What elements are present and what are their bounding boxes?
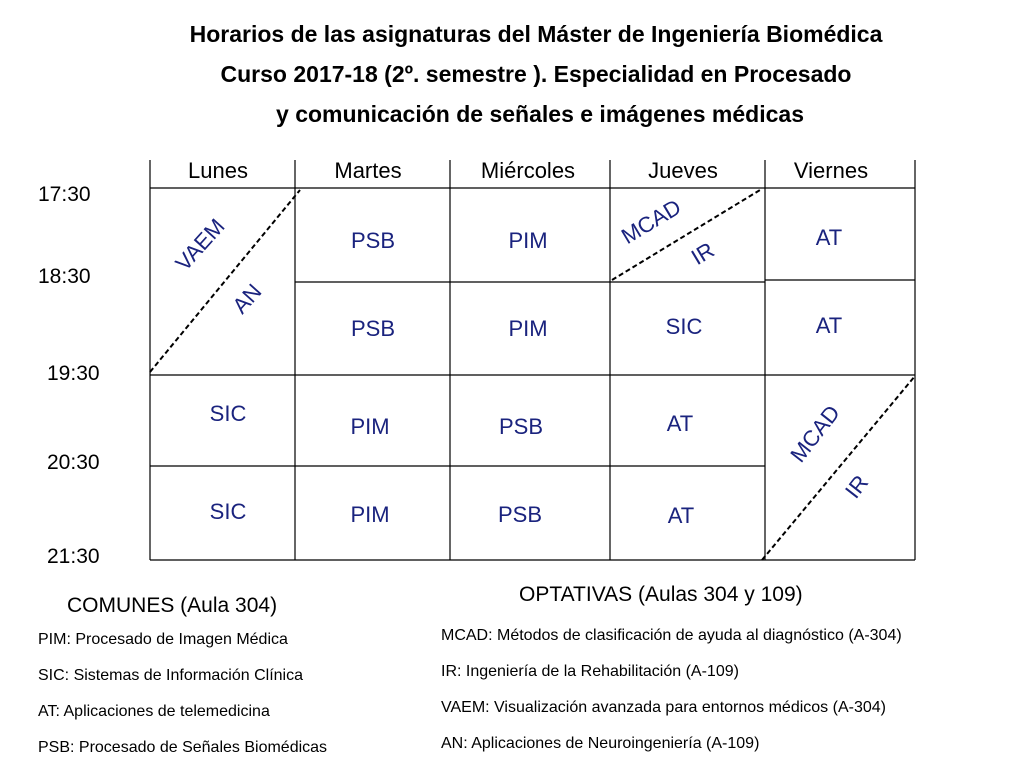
legend-optativas-vaem: VAEM: Visualización avanzada para entornos médicos (A-304): [441, 699, 886, 716]
legend-comunes-at: AT: Aplicaciones de telemedicina: [38, 703, 270, 720]
title-line-1: Horarios de las asignaturas del Máster de Ingeniería Biomédica: [189, 21, 883, 47]
section-optativas: OPTATIVAS (Aulas 304 y 109): [519, 583, 803, 606]
legend-comunes-pim: PIM: Procesado de Imagen Médica: [38, 631, 288, 648]
diag-lunes-vaem: VAEM: [170, 213, 230, 276]
header-martes: Martes: [334, 158, 402, 183]
cell-miercoles-4: PSB: [497, 502, 543, 527]
cell-viernes-2: AT: [815, 313, 843, 338]
time-2130: 21:30: [47, 545, 100, 568]
cell-martes-1: PSB: [350, 228, 396, 253]
time-1930: 19:30: [47, 362, 100, 385]
cell-jueves-2: SIC: [665, 314, 703, 339]
cell-viernes-1: AT: [815, 225, 843, 250]
cell-miercoles-3: PSB: [498, 414, 544, 439]
cell-miercoles-2: PIM: [508, 316, 548, 341]
cell-miercoles-1: PIM: [508, 228, 548, 253]
header-jueves: Jueves: [648, 158, 718, 183]
cell-martes-3: PIM: [350, 414, 390, 439]
cell-jueves-3: AT: [666, 411, 694, 436]
cell-martes-2: PSB: [350, 316, 396, 341]
cell-lunes-3: SIC: [209, 401, 247, 426]
time-2030: 20:30: [47, 451, 100, 474]
header-lunes: Lunes: [188, 158, 248, 183]
legend-comunes-sic: SIC: Sistemas de Información Clínica: [38, 667, 303, 684]
cell-lunes-4: SIC: [209, 499, 247, 524]
header-miercoles: Miércoles: [480, 158, 576, 183]
title-line-2: Curso 2017-18 (2º. semestre ). Especialidad en Procesado: [220, 61, 852, 87]
cell-martes-4: PIM: [350, 502, 390, 527]
diag-lunes-an: AN: [227, 278, 267, 319]
legend-comunes-psb: PSB: Procesado de Señales Biomédicas: [38, 739, 328, 756]
legend-optativas-an: AN: Aplicaciones de Neuroingeniería (A-109): [441, 735, 760, 752]
section-comunes: COMUNES (Aula 304): [67, 594, 278, 617]
legend-optativas-ir: IR: Ingeniería de la Rehabilitación (A-109): [441, 663, 739, 680]
diagonal-lunes: [150, 190, 300, 372]
diag-viernes-mcad: MCAD: [785, 400, 845, 467]
diag-viernes-ir: IR: [839, 470, 874, 504]
header-viernes: Viernes: [793, 158, 869, 183]
legend-optativas-mcad: MCAD: Métodos de clasificación de ayuda al diagnóstico (A-304): [441, 627, 902, 644]
diag-jueves-ir: IR: [686, 237, 719, 270]
time-1830: 18:30: [38, 265, 91, 288]
diagonal-viernes: [762, 376, 915, 560]
diag-jueves-mcad: MCAD: [616, 194, 686, 249]
title-line-3: y comunicación de señales e imágenes médicas: [276, 101, 804, 127]
cell-jueves-4: AT: [667, 503, 695, 528]
time-1730: 17:30: [38, 183, 91, 206]
